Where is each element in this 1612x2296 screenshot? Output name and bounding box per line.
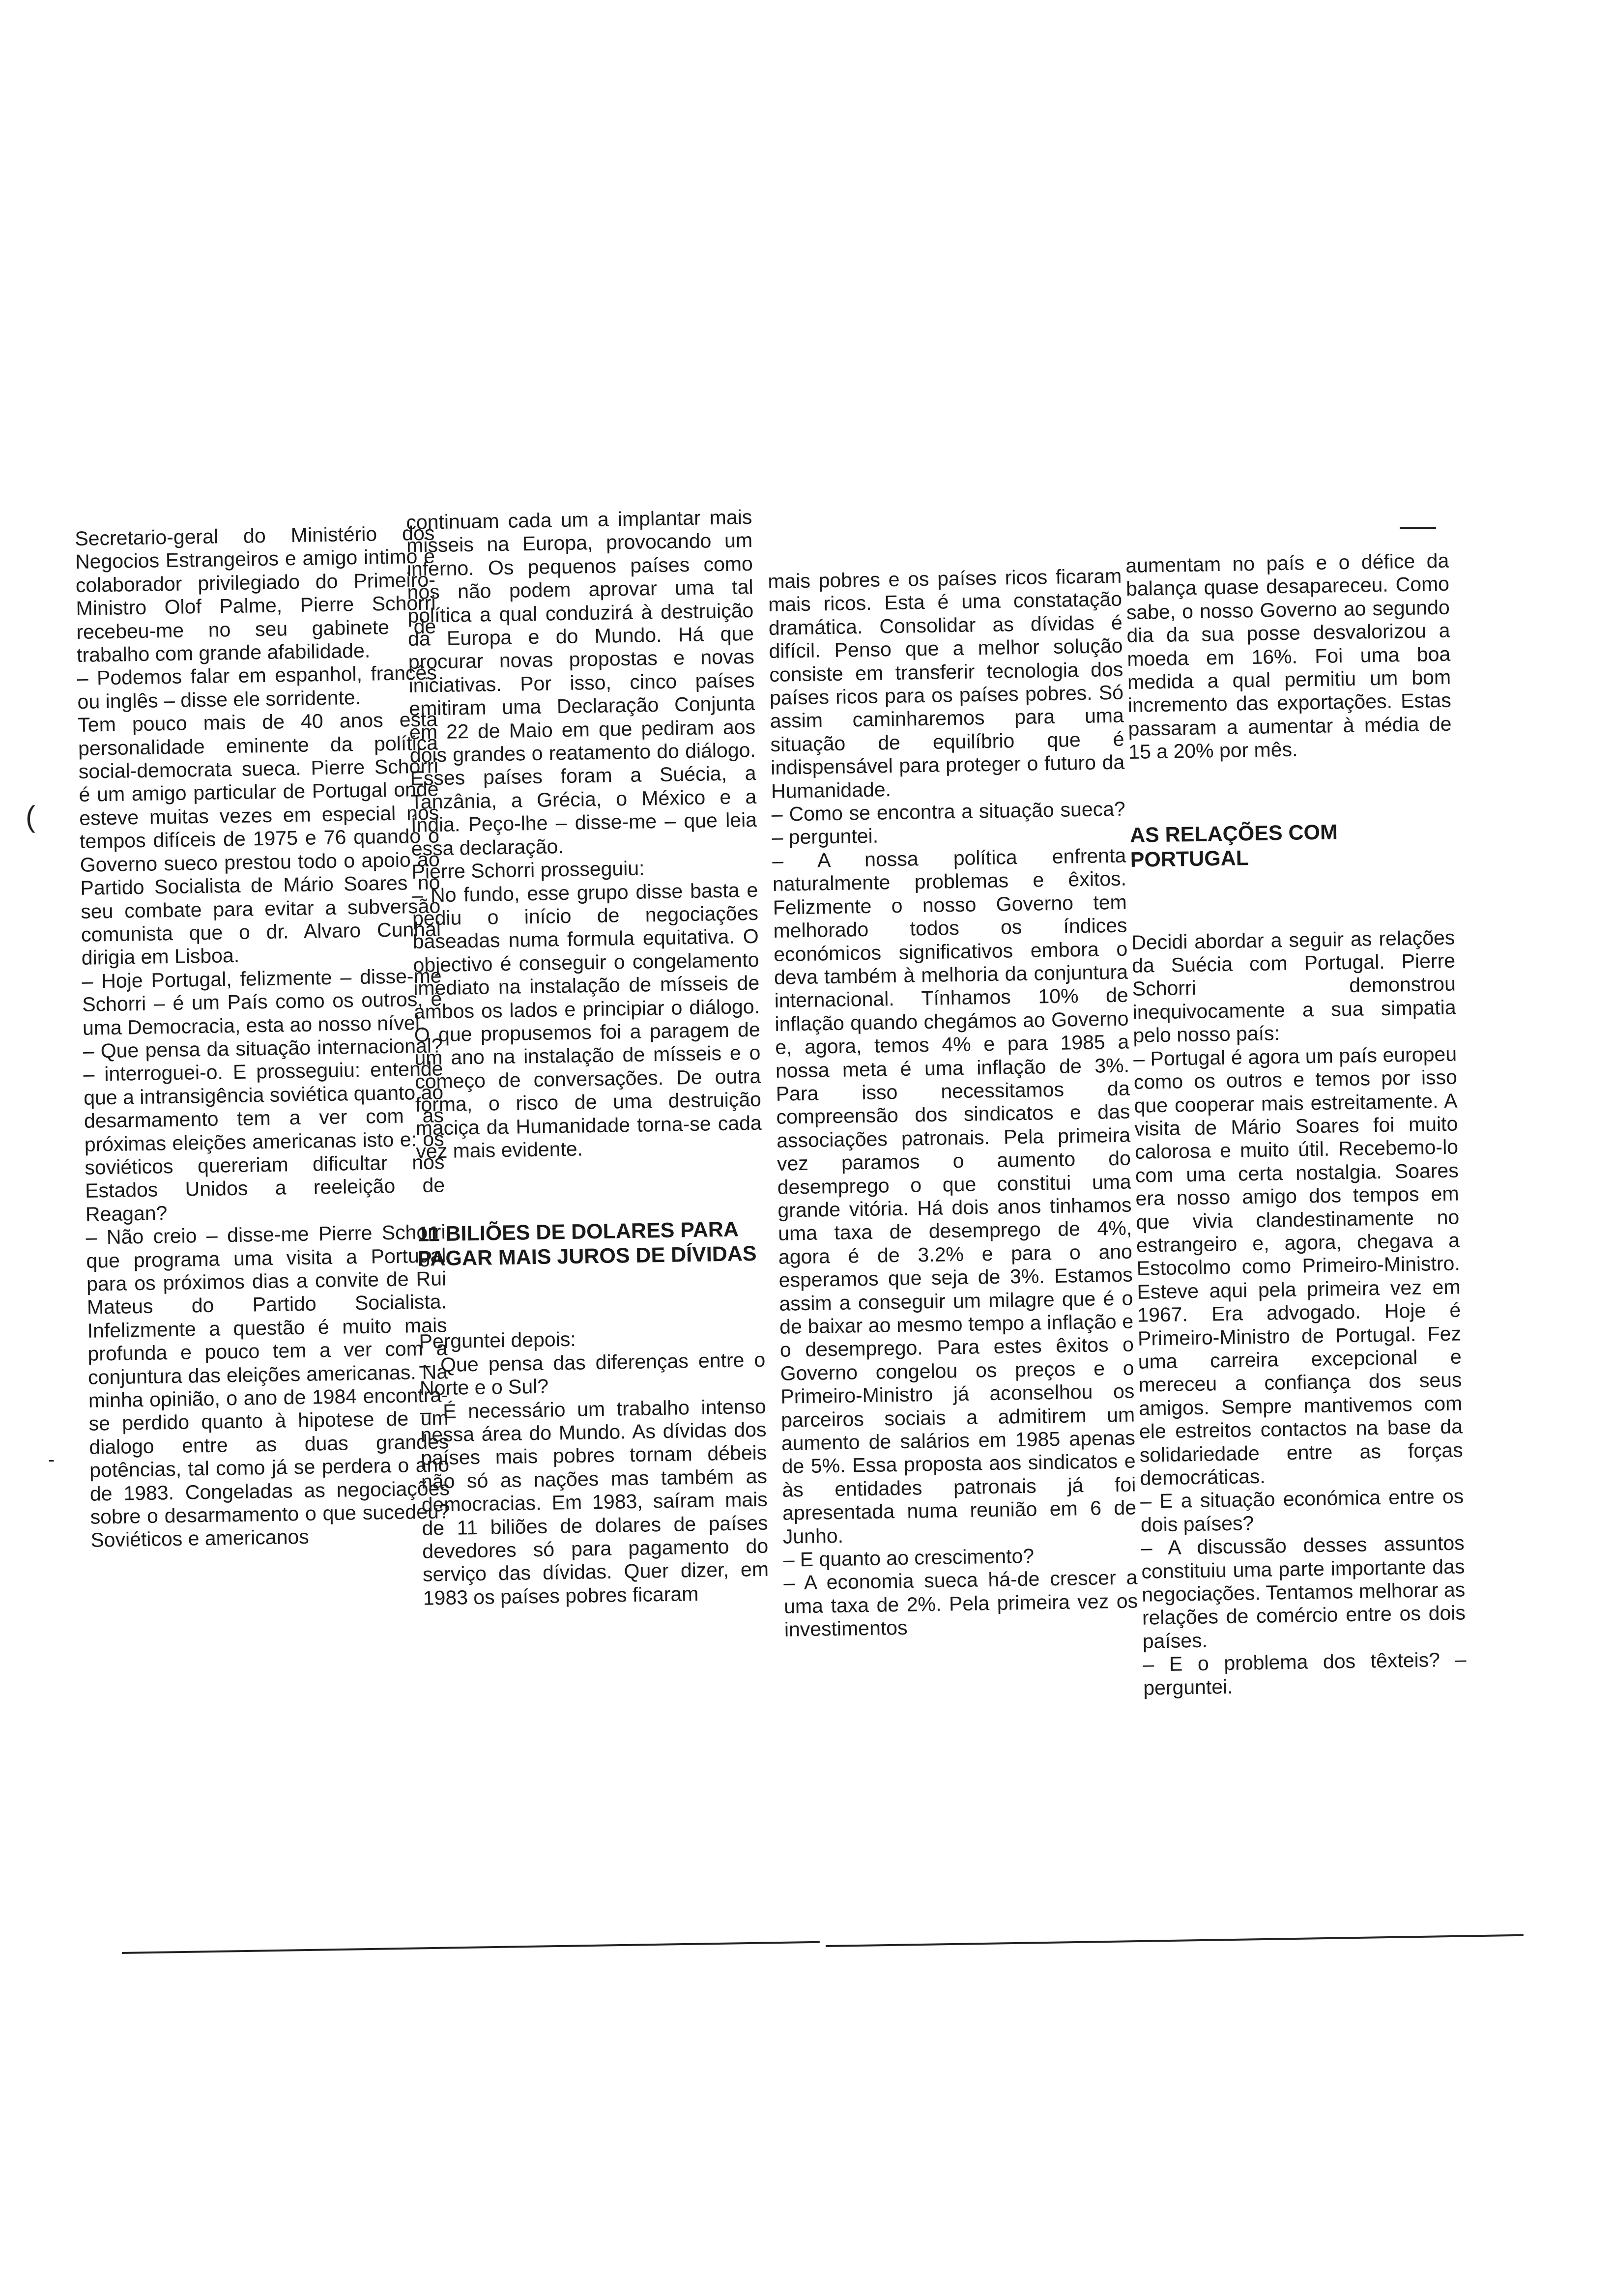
paragraph: – E quanto ao crescimento?	[783, 1544, 1035, 1571]
paragraph: – É necessário um trabalho intenso nessa área do Mundo. As dívidas dos países mais pobres tornam débeis não só as nações mas também as democracias. Em 1983, saíram mais de 11 biliões de dolares de países devedores só para pagamento do serviço das dívidas. Quer dizer, em 1983 os países pobres ficaram	[420, 1395, 769, 1609]
paragraph: Secretario-geral do Ministério dos Negocios Estrangeiros e amigo intimo e colaborador privilegiado do Primeiro-Ministro Olof Palme, Pierre Schorri recebeu-me no seu gabinete de trabalho com grande afabilidade.	[75, 521, 436, 666]
margin-bracket-mark: (	[26, 800, 35, 833]
spacer	[418, 1266, 765, 1330]
paragraph: mais pobres e os países ricos ficaram mais ricos. Esta é uma constatação dramática. Consolidar as dívidas é difícil. Penso que a melhor solução consiste em transferir tecnologia dos países ricos para os países pobres. Só assim caminharemos para uma situação de equilíbrio que é indispensável para proteger o futuro da Humanidade.	[768, 564, 1125, 803]
paragraph: – Portugal é agora um país europeu como os outros e temos por isso que cooperar mais estreitamente. A visita de Mário Soares foi muito calorosa e muito útil. Recebemo-lo com uma certa nostalgia. Soares era nosso amigo dos tempos em que vivia clandestinamente no estrangeiro e, agora, chegava a Estocolmo como Primeiro-Ministro. Esteve aqui pela primeira vez em 1967. Era advogado. Hoje é Primeiro-Ministro de Portugal. Fez uma carreira excepcional e mereceu a confiança dos seus amigos. Sempre mantivemos com ele estreitos contactos na base da solidariedade entre as forças democráticas.	[1133, 1042, 1464, 1490]
section-heading: 11 BILIÕES DE DOLARES PARA PAGAR MAIS JUROS DE DÍVIDAS	[417, 1217, 757, 1271]
paragraph: – Como se encontra a situação sueca? – perguntei.	[771, 797, 1126, 849]
paragraph: – A discussão desses assuntos constituiu uma parte importante das negociações. Tentamos melhorar as relações de comércio entre os dois países.	[1141, 1531, 1466, 1653]
margin-dash-mark: -	[48, 1449, 55, 1470]
paragraph: – E a situação económica entre os dois países?	[1140, 1485, 1464, 1536]
paragraph: continuam cada um a implantar mais misseis na Europa, provocando um inferno. Os pequenos países como nós não podem aprovar uma tal política a qual conduzirá à destruição da Europa e do Mundo. Há que procurar novas propostas e novas iniciativas. Por isso, cinco países emitiram uma Declaração Conjunta em 22 de Maio em que pediram aos dois grandes o reatamento do diálogo. Esses países foram a Suécia, a Tanzânia, a Grécia, o México e a Índia. Peço-lhe – disse-me – que leia essa declaração.	[406, 505, 757, 860]
article-column-4	[1125, 549, 1467, 1700]
paragraph: Tem pouco mais de 40 anos esta personalidade eminente da política social-democrata sueca. Pierre Schorri é um amigo particular de Portugal onde esteve muitas vezes em especial nos tempos difíceis de 1975 e 76 quando o Governo sueco prestou todo o apoio ao Partido Socialista de Mário Soares no seu combate para evitar a subversão comunista que o dr. Alvaro Cunhal dirigia em Lisboa.	[77, 708, 441, 970]
spacer	[416, 1158, 763, 1222]
paragraph: Pierre Schorri prosseguiu:	[411, 857, 645, 884]
article-column-1	[75, 522, 451, 1552]
paragraph: – Que pensa da situação internacional? – interroguei-o. E prosseguiu: entende que a intransigência soviética quanto ao desarmamento tem a ver com as próximas eleições americanas isto e: os soviéticos quereriam dificultar nos Estados Unidos a reeleição de Reagan?	[83, 1034, 445, 1226]
paragraph: – Não creio – disse-me Pierre Schorri que programa uma visita a Portugal para os próximos dias a convite de Rui Mateus do Partido Socialista. Infelizmente a questão é muito mais profunda e pouco tem a ver com a conjuntura das eleições americanas. Na minha opinião, o ano de 1984 encontra-se perdido quanto à hipotese de um dialogo entre as duas grandes potências, tal como já se perdera o ano de 1983. Congeladas as negociações sobre o desarmamento o que sucedeu? Soviéticos e americanos	[86, 1220, 450, 1552]
bottom-rule-left	[122, 1941, 820, 1954]
paragraph: – No fundo, esse grupo disse basta e pediu o início de negociações baseadas numa formula equitativa. O objectivo é conseguir o congelamento imediato na instalação de mísseis de ambos os lados e principiar o diálogo. O que propusemos foi a paragem de um ano na instalação de mísseis e o começo de conversações. De outra forma, o risco de uma destruição maciça da Humanidade torna-se cada vez mais evidente.	[411, 878, 762, 1163]
top-rule	[1400, 527, 1436, 529]
bottom-rule-right	[826, 1934, 1524, 1947]
paragraph: – Hoje Portugal, felizmente – disse-me Schorri – é um País como os outros, é uma Democracia, esta ao nosso nível.	[82, 964, 442, 1039]
paragraph: – A nossa política enfrenta naturalmente problemas e êxitos. Felizmente o nosso Governo tem melhorado todos os índices económicos significativos embora o deva também à melhoria da conjuntura internacional. Tínhamos 10% de inflação quando chegámos ao Governo e, agora, temos 4% e para 1985 a nossa meta é uma inflação de 3%. Para isso necessitamos da compreensão dos sindicatos e das associações patronais. Pela primeira vez paramos o aumento do desemprego o que constitui uma grande vitória. Há dois anos tinhamos uma taxa de desemprego de 4%, agora é de 3.2% e para o ano esperamos que seja de 3%. Estamos assim a conseguir um milagre que é o de baixar ao mesmo tempo a inflação e o desemprego. Para estes êxitos o Governo congelou os preços e o Primeiro-Ministro já aconselhou os parceiros sociais a admitirem um aumento de salários em 1985 apenas de 5%. Essa proposta aos sindicatos e às entidades patronais já foi apresentada numa reunião em 6 de Junho.	[772, 844, 1137, 1548]
paragraph: – E o problema dos têxteis? – perguntei.	[1143, 1648, 1467, 1699]
paragraph: Perguntei depois:	[419, 1328, 576, 1353]
paragraph: – A economia sueca há-de crescer a uma taxa de 2%. Pela primeira vez os investimentos	[783, 1566, 1138, 1641]
paragraph: – Que pensa das diferenças entre o Norte e o Sul?	[419, 1348, 766, 1400]
spacer	[1129, 759, 1453, 823]
spacer	[1130, 867, 1455, 931]
article-column-2	[406, 506, 769, 1610]
section-heading: AS RELAÇÕES COM PORTUGAL	[1129, 820, 1338, 872]
article-column-3	[768, 565, 1138, 1642]
paragraph: aumentam no país e o défice da balança quase desapareceu. Como sabe, o nosso Governo ao segundo dia da sua posse desvalorizou a moeda em 16%. Foi uma boa medida a qual permitiu um bom incremento das exportações. Estas passaram a aumentar à média de 15 a 20% por mês.	[1125, 549, 1452, 764]
paragraph: Decidi abordar a seguir as relações da Suécia com Portugal. Pierre Schorri demonstrou inequivocamente a sua simpatia pelo nosso país:	[1131, 926, 1456, 1047]
paragraph: – Podemos falar em espanhol, francês ou inglês – disse ele sorridente.	[77, 661, 437, 713]
